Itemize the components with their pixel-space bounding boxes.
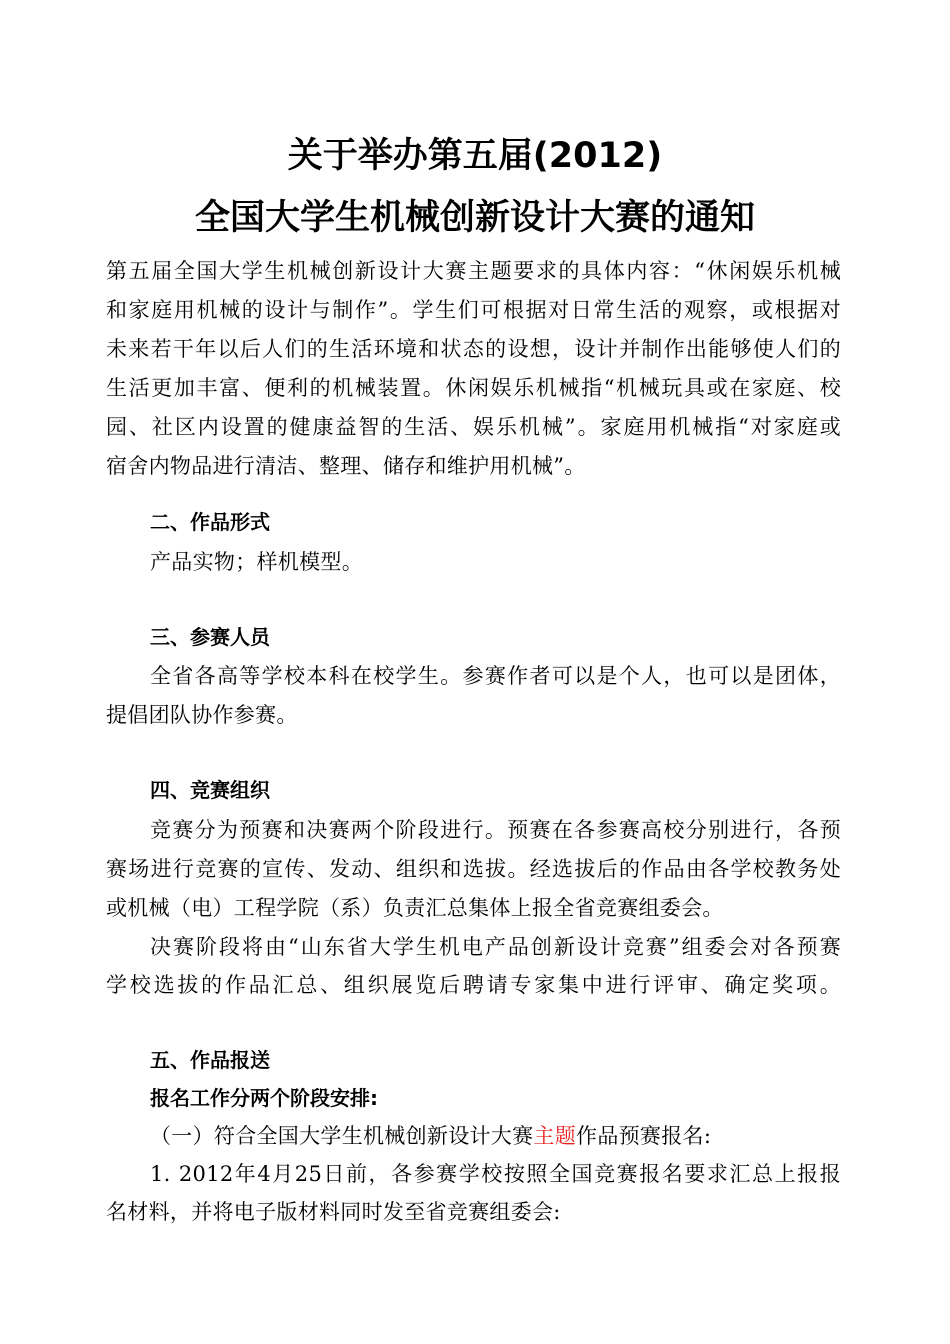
section-4-line: 或机械（电）工程学院（系）负责汇总集体上报全省竞赛组委会。 (106, 896, 724, 920)
item-1-prefix: （一）符合全国大学生机械创新设计大赛 (150, 1124, 534, 1148)
section-5-subheading: 报名工作分两个阶段安排: (150, 1086, 378, 1110)
section-5-line: 1. 2012年4月25日前，各参赛学校按照全国竞赛报名要求汇总上报报 (150, 1162, 841, 1186)
intro-line: 第五届全国大学生机械创新设计大赛主题要求的具体内容：“休闲娱乐机械 (106, 259, 841, 283)
section-3-heading: 三、参赛人员 (150, 625, 270, 649)
section-4-line: 学校选拔的作品汇总、组织展览后聘请专家集中进行评审、确定奖项。 (106, 973, 841, 997)
title-line-1: 关于举办第五届(2012) (287, 136, 663, 176)
section-5-item-1 (150, 1117, 841, 1155)
section-3-line: 提倡团队协作参赛。 (106, 703, 298, 727)
section-3-line: 全省各高等学校本科在校学生。参赛作者可以是个人，也可以是团体， (150, 664, 841, 688)
section-5-line: 名材料，并将电子版材料同时发至省竞赛组委会: (106, 1200, 561, 1224)
item-1-highlight: 主题 (533, 1124, 577, 1148)
section-4-heading: 四、竞赛组织 (150, 778, 270, 802)
intro-line: 园、社区内设置的健康益智的生活、娱乐机械”。家庭用机械指“对家庭或 (106, 415, 841, 439)
section-4-line: 决赛阶段将由“山东省大学生机电产品创新设计竞赛”组委会对各预赛 (150, 935, 841, 959)
intro-line: 生活更加丰富、便利的机械装置。休闲娱乐机械指“机械玩具或在家庭、校 (106, 376, 841, 400)
intro-line: 和家庭用机械的设计与制作”。学生们可根据对日常生活的观察，或根据对 (106, 298, 841, 322)
title-line-2: 全国大学生机械创新设计大赛的通知 (194, 198, 755, 238)
section-4-line: 赛场进行竞赛的宣传、发动、组织和选拔。经选拔后的作品由各学校教务处 (106, 857, 841, 881)
item-1-suffix: 作品预赛报名: (576, 1124, 712, 1148)
intro-line: 宿舍内物品进行清洁、整理、储存和维护用机械”。 (106, 454, 586, 478)
intro-line: 未来若干年以后人们的生活环境和状态的设想，设计并制作出能够使人们的 (106, 337, 841, 361)
section-4-line: 竞赛分为预赛和决赛两个阶段进行。预赛在各参赛高校分别进行，各预 (150, 818, 841, 842)
section-5-heading: 五、作品报送 (150, 1048, 270, 1072)
section-2-line: 产品实物；样机模型。 (150, 550, 363, 574)
section-2-heading: 二、作品形式 (150, 510, 270, 534)
